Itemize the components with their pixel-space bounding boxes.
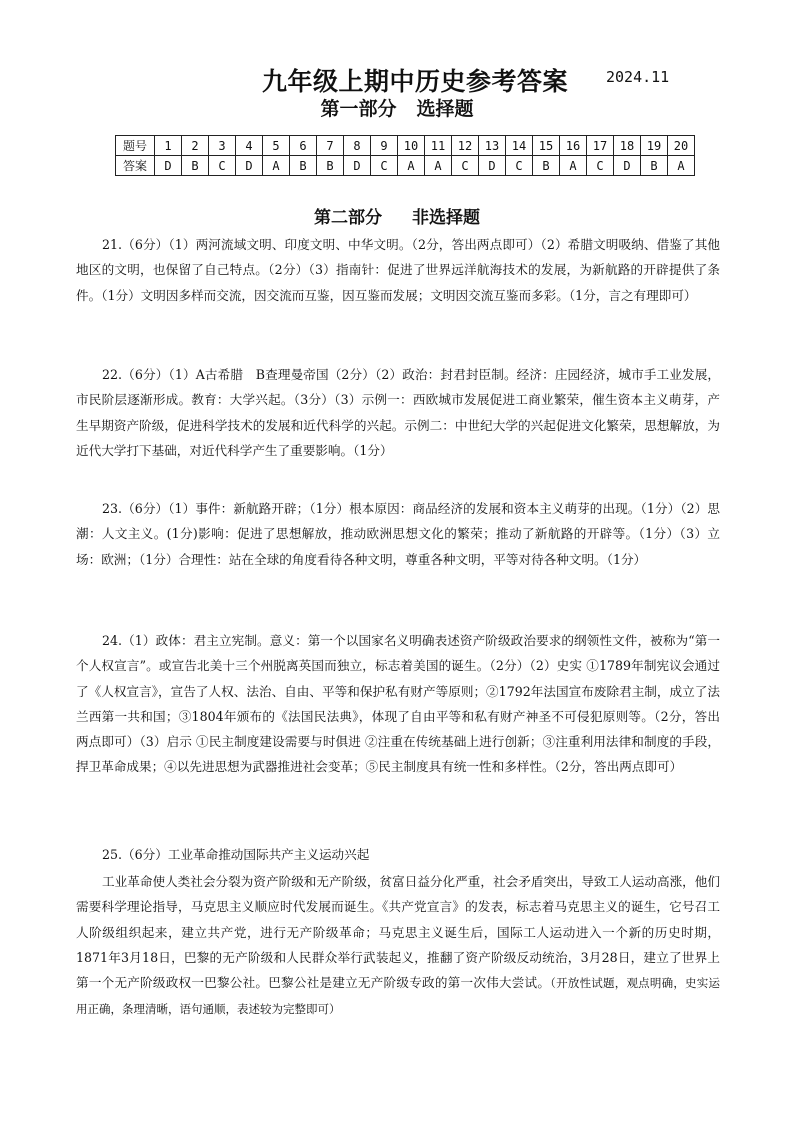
answer-cell: B [317,156,344,176]
row-label-answer: 答案 [116,156,155,176]
number-cell: 8 [344,136,371,156]
answer-q23: 23.（6分）（1）事件：新航路开辟；（1分）根本原因：商品经济的发展和资本主义萌芽的出现。（1分）（2）思潮：人文主义。(1分)影响：促进了思想解放，推动欧洲思想文化的繁荣；推动了新航路的开辟等。（1分）（3）立场：欧洲；（1分）合理性：站在全球的角度看待各种文明，尊重各种文明，平等对待各种文明。（1分） [76,501,720,567]
answer-cell: A [425,156,452,176]
number-cell: 7 [317,136,344,156]
number-cell: 4 [236,136,263,156]
number-cell: 20 [668,136,695,156]
number-cell: 6 [290,136,317,156]
answer-q25-body [76,869,720,1023]
number-cell: 10 [398,136,425,156]
answer-q25-note: （开放性试题，观点明确，史实运用正确，条理清晰，语句通顺，表述较为完整即可） [76,976,721,1017]
answer-table-numbers-row [116,136,695,156]
answer-cell: C [209,156,236,176]
answer-cell: D [236,156,263,176]
answer-cell: B [290,156,317,176]
answer-cell: B [641,156,668,176]
part1-subtitle: 选择题 [416,98,474,120]
number-cell: 13 [479,136,506,156]
answer-cell: C [506,156,533,176]
answer-q24: 24.（1）政体：君主立宪制。意义：第一个以国家名义明确表述资产阶级政治要求的纲领性文件，被称为“第一个人权宣言”。或宣告北美十三个州脱离英国而独立，标志着美国的诞生。（2分）（2）史实 ①1789年制宪议会通过了《人权宣言》，宣告了人权、法治、自由、平等和保护私有财产等原则；②1792年法国宣布废除君主制，成立了法兰西第一共和国；③1804年颁布的《法国民法典》，体现了自由平等和私有财产神圣不可侵犯原则等。（2分，答出两点即可）（3）启示 ①民主制度建设需要与时俱进 ②注重在传统基础上进行创新；③注重利用法律和制度的手段，捍卫革命成果；④以先进思想为武器推进社会变革；⑤民主制度具有统一性和多样性。（2分，答出两点即可） [76,633,720,775]
number-cell: 19 [641,136,668,156]
number-cell: 15 [533,136,560,156]
title-row [0,62,794,96]
number-cell: 3 [209,136,236,156]
answer-cell: A [560,156,587,176]
number-cell: 16 [560,136,587,156]
row-label-number: 题号 [116,136,155,156]
answer-cell: A [263,156,290,176]
answer-q25-heading: 25.（6分）工业革命推动国际共产主义运动兴起 [102,847,370,862]
part2-label: 第二部分 [314,208,382,228]
number-cell: 11 [425,136,452,156]
number-cell: 5 [263,136,290,156]
answer-cell: D [614,156,641,176]
number-cell: 9 [371,136,398,156]
answer-cell: C [452,156,479,176]
answer-table [115,135,695,176]
number-cell: 14 [506,136,533,156]
number-cell: 1 [155,136,182,156]
answer-q21: 21.（6分）（1）两河流域文明、印度文明、中华文明。（2分，答出两点即可）（2）希腊文明吸纳、借鉴了其他地区的文明，也保留了自己特点。（2分）（3）指南针：促进了世界远洋航海技术的发展，为新航路的开辟提供了条件。（1分）文明因多样而交流，因交流而互鉴，因互鉴而发展；文明因交流互鉴而多彩。（1分，言之有理即可） [76,237,720,303]
part1-heading [0,94,794,121]
number-cell: 12 [452,136,479,156]
answer-cell: D [479,156,506,176]
answer-cell: C [371,156,398,176]
number-cell: 2 [182,136,209,156]
answer-cell: B [533,156,560,176]
number-cell: 18 [614,136,641,156]
answer-table-answers-row [116,156,695,176]
part2-heading [0,203,794,228]
answer-cell: B [182,156,209,176]
part1-label: 第一部分 [320,98,397,120]
answer-cell: D [155,156,182,176]
number-cell: 17 [587,136,614,156]
answer-q22: 22.（6分）（1）A古希腊 B查理曼帝国（2分）（2）政治：封君封臣制。经济：庄园经济，城市手工业发展，市民阶层逐渐形成。教育：大学兴起。（3分）（3）示例一：西欧城市发展促进工商业繁荣，催生资本主义萌芽，产生早期资产阶级，促进科学技术的发展和近代科学的兴起。示例二：中世纪大学的兴起促进文化繁荣，思想解放，为近代大学打下基础，对近代科学产生了重要影响。（1分） [76,367,720,458]
answer-cell: C [587,156,614,176]
part2-subtitle: 非选择题 [412,208,480,228]
answer-cell: A [668,156,695,176]
answer-q25-text: 工业革命使人类社会分裂为资产阶级和无产阶级，贫富日益分化严重，社会矛盾突出，导致工人运动高涨，他们需要科学理论指导，马克思主义顺应时代发展而诞生。《共产党宣言》的发表，标志着马克思主义的诞生，它号召工人阶级组织起来，建立共产党，进行无产阶级革命；马克思主义诞生后，国际工人运动进入一个新的历史时期，1871年3月18日，巴黎的无产阶级和人民群众举行武装起义，推翻了资产阶级反动统治，3月28日，建立了世界上第一个无产阶级政权一巴黎公社。巴黎公社是建立无产阶级专政的第一次伟大尝试。 [76,874,720,991]
answer-cell: A [398,156,425,176]
exam-date: 2024.11 [606,68,670,86]
answer-cell: D [344,156,371,176]
page-title: 九年级上期中历史参考答案 [262,67,569,96]
